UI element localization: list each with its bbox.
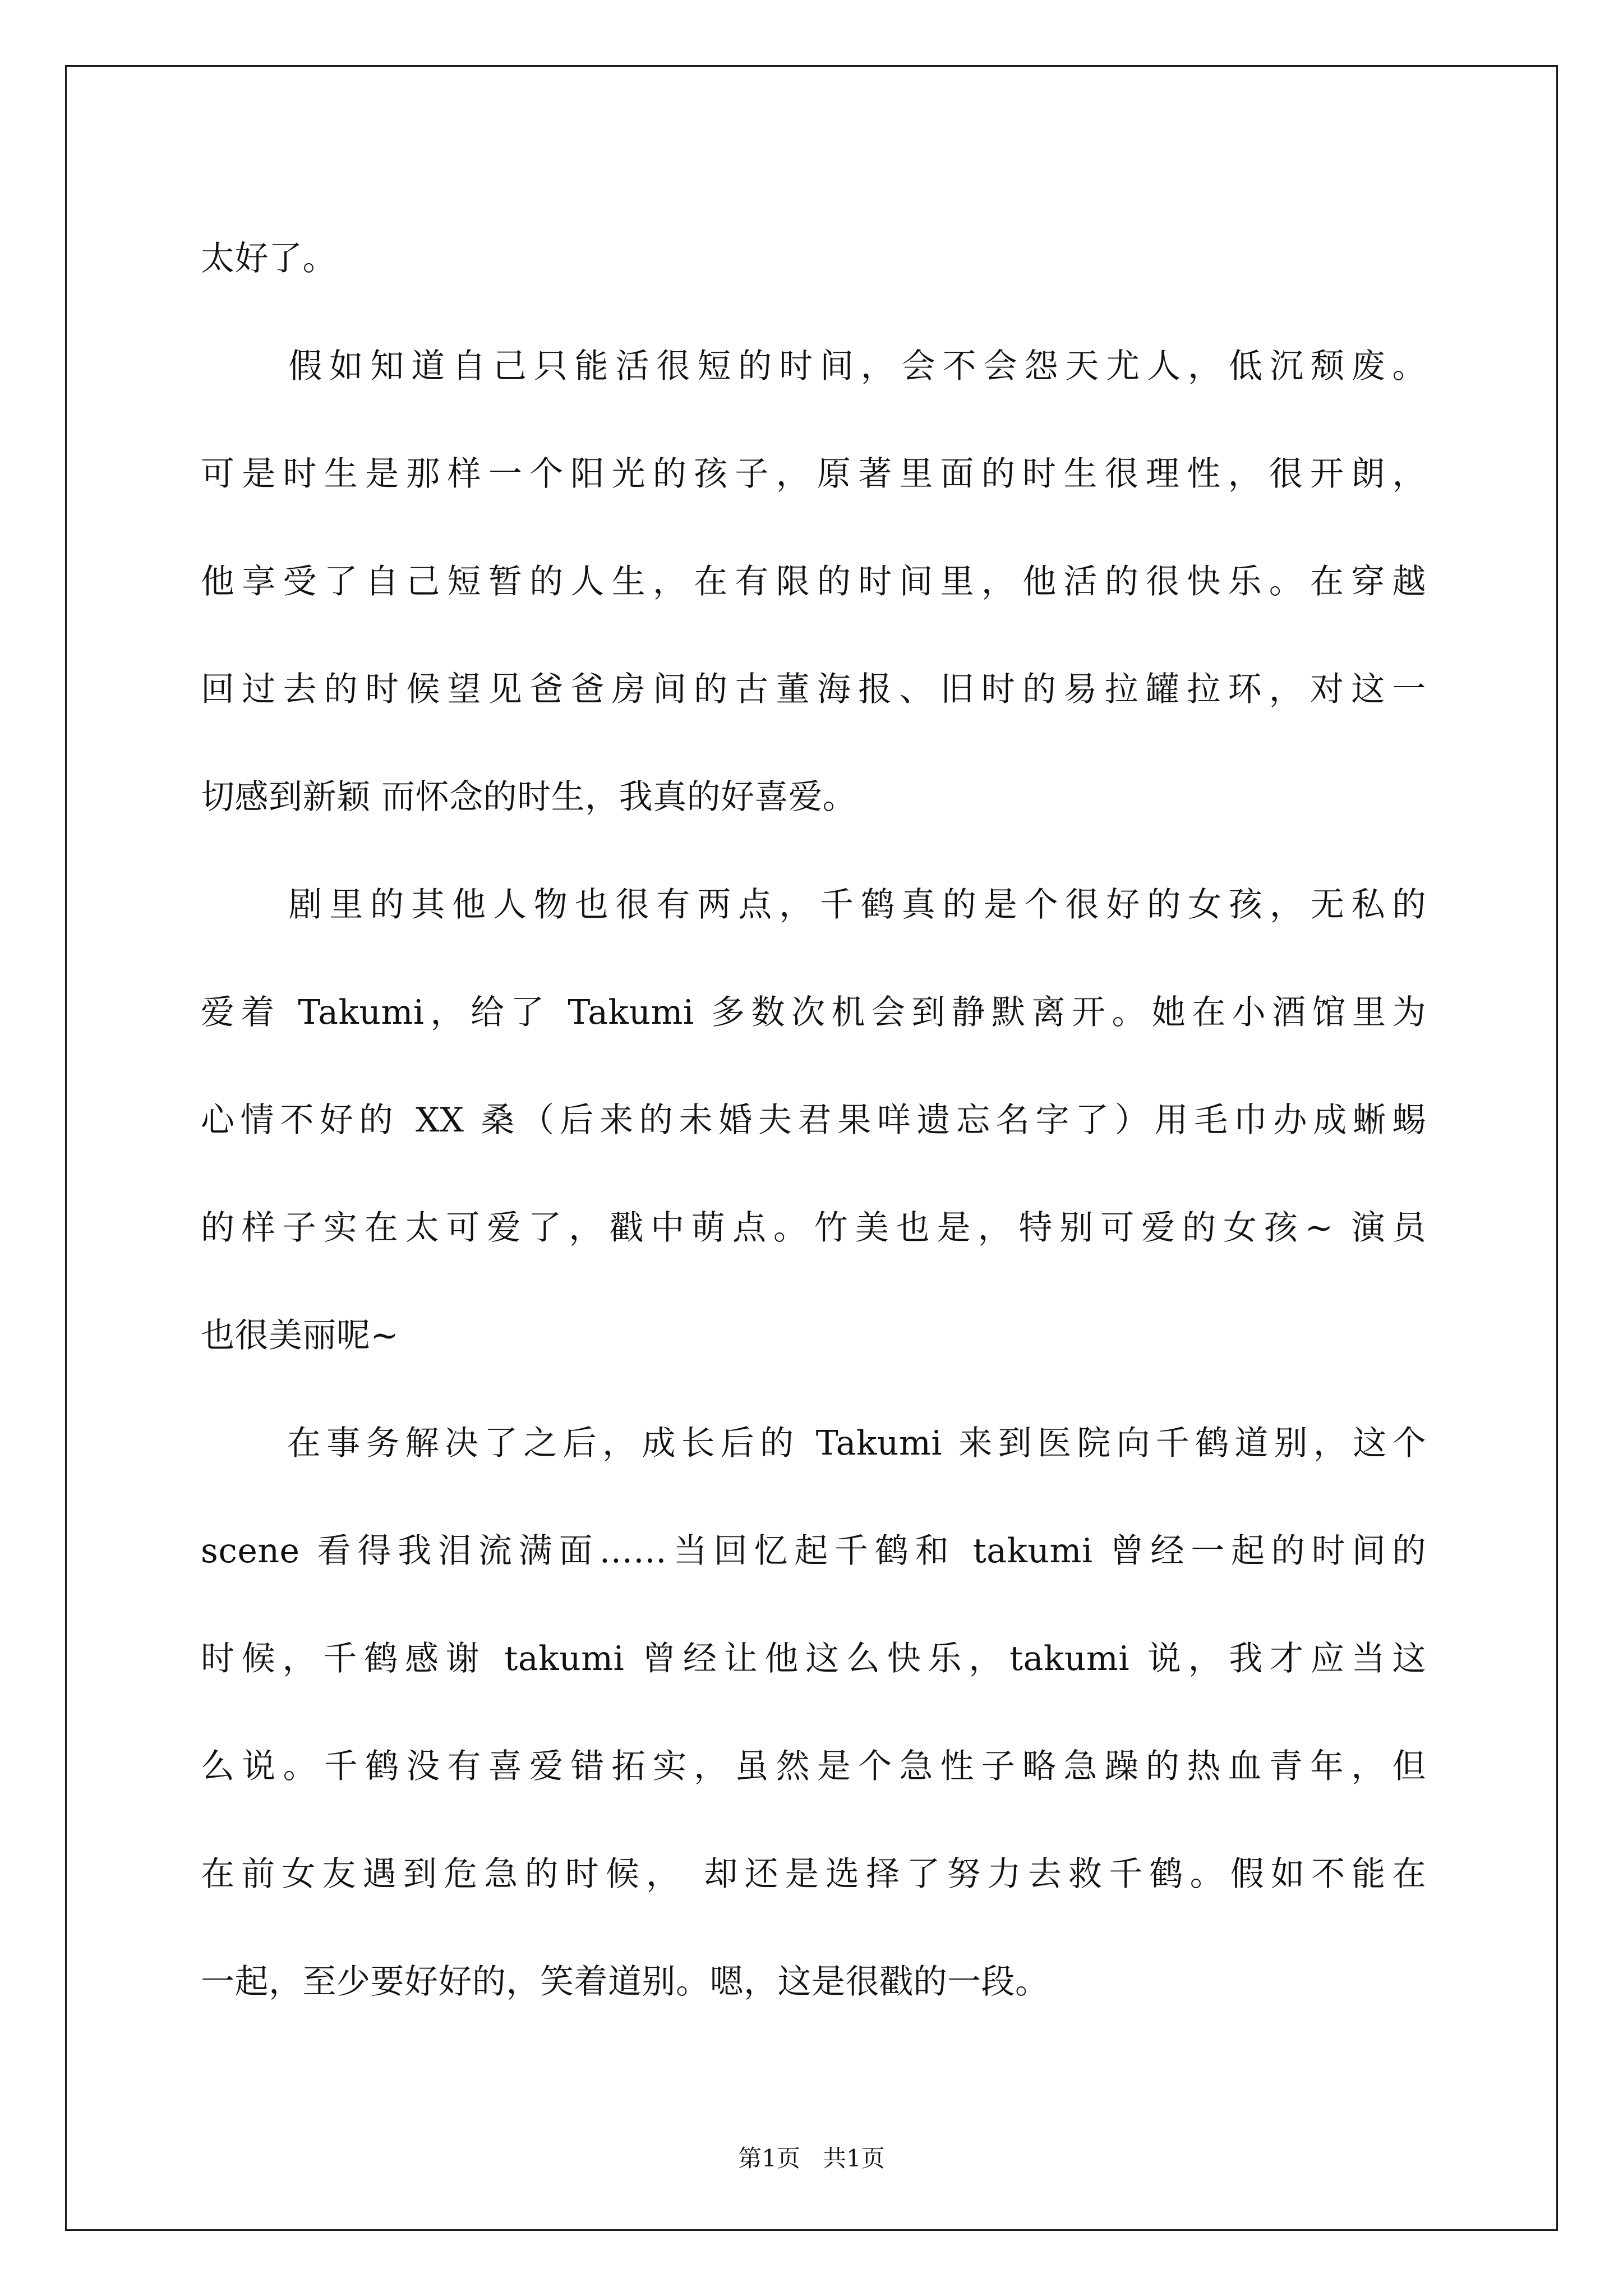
- text-line: 么说。千鹤没有喜爱错拓实，虽然是个急性子略急躁的热血青年，但: [201, 1747, 1426, 1786]
- text-line: 剧里的其他人物也很有两点，千鹤真的是个很好的女孩，无私的: [282, 885, 1426, 924]
- paragraph-2: [201, 312, 1426, 851]
- paragraph-3: [201, 851, 1426, 1389]
- text-line: 在事务解决了之后，成长后的 Takumi 来到医院向千鹤道别，这个: [282, 1424, 1426, 1463]
- text-line: 切感到新颖 而怀念的时生，我真的好喜爱。: [201, 777, 857, 817]
- text-line: 可是时生是那样一个阳光的孩子，原著里面的时生很理性，很开朗，: [201, 454, 1426, 494]
- text-line: 心情不好的 XX 桑（后来的未婚夫君果咩遗忘名字了）用毛巾办成蜥蜴: [201, 1101, 1426, 1140]
- text-line: 回过去的时候望见爸爸房间的古董海报、旧时的易拉罐拉环，对这一: [201, 670, 1426, 709]
- document-body: [201, 205, 1426, 2036]
- paragraph-4: [201, 1389, 1426, 2036]
- text-line: 的样子实在太可爱了，戳中萌点。竹美也是，特别可爱的女孩~ 演员: [201, 1208, 1426, 1248]
- text-line: scene 看得我泪流满面……当回忆起千鹤和 takumi 曾经一起的时间的: [201, 1531, 1426, 1571]
- page-number: 第1页 共1页: [738, 2145, 885, 2172]
- text-line: 也很美丽呢~: [201, 1316, 399, 1355]
- page-footer: [0, 2140, 1623, 2174]
- text-line: 一起，至少要好好的，笑着道别。嗯，这是很戳的一段。: [201, 1962, 1049, 2001]
- text-line: 爱着 Takumi，给了 Takumi 多数次机会到静默离开。她在小酒馆里为: [201, 993, 1426, 1032]
- text-line: 在前女友遇到危急的时候， 却还是选择了努力去救千鹤。假如不能在: [201, 1855, 1426, 1894]
- text-line: 时候，千鹤感谢 takumi 曾经让他这么快乐，takumi 说，我才应当这: [201, 1639, 1426, 1678]
- text-line: 假如知道自己只能活很短的时间，会不会怨天尤人，低沉颓废。: [282, 347, 1426, 386]
- text-line: 太好了。: [201, 239, 336, 278]
- text-line: 他享受了自己短暂的人生，在有限的时间里，他活的很快乐。在穿越: [201, 562, 1426, 601]
- paragraph-1: [201, 205, 1426, 312]
